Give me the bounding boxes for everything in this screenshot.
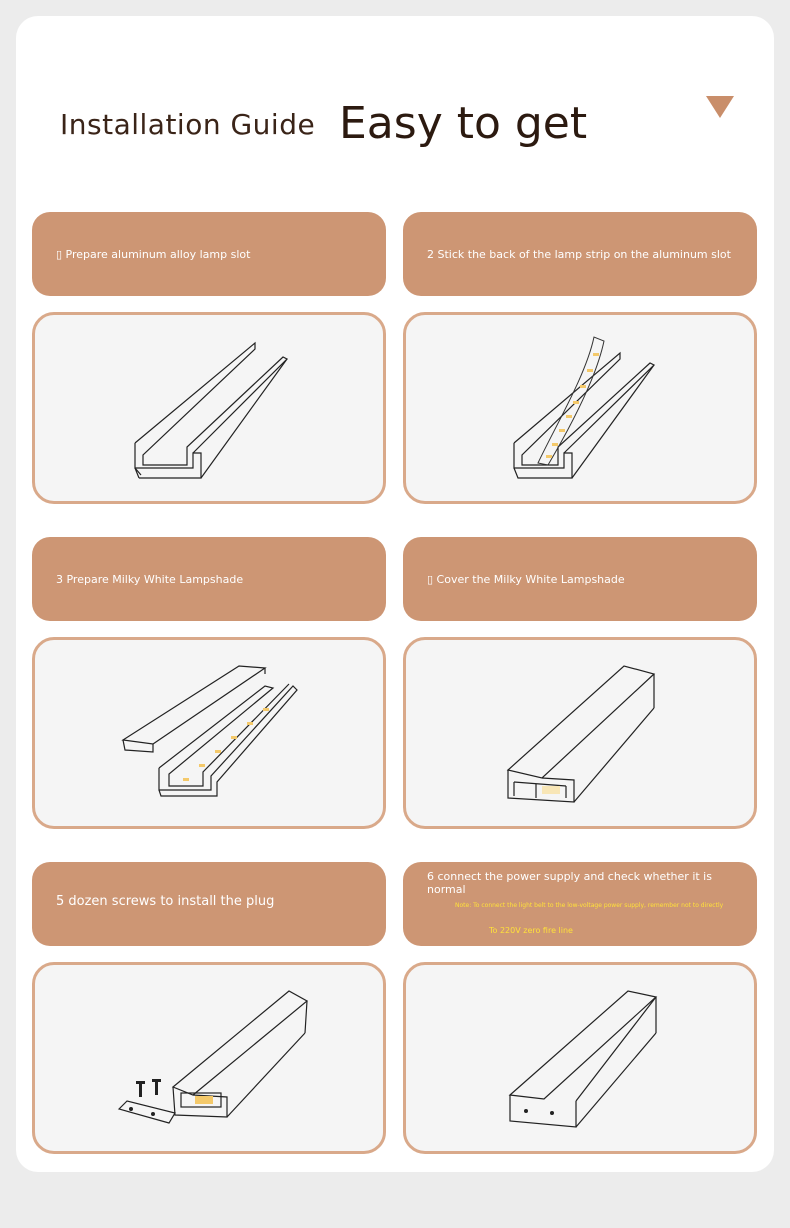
step-2-label: 2 Stick the back of the lamp strip on the aluminum slot xyxy=(427,248,731,261)
step-5-banner xyxy=(32,862,386,946)
covered-slot-icon xyxy=(406,640,754,826)
step-6-banner xyxy=(403,862,757,946)
headline: Easy to get xyxy=(339,98,588,149)
step-2-banner xyxy=(403,212,757,296)
screws-plug-icon xyxy=(35,965,383,1151)
triangle-down-icon xyxy=(706,96,734,118)
step-3-illustration xyxy=(32,637,386,829)
step-6-note: Note: To connect the light belt to the low-voltage power supply, remember not to directly xyxy=(455,902,724,909)
step-5-label: 5 dozen screws to install the plug xyxy=(56,894,275,909)
step-3-banner xyxy=(32,537,386,621)
aluminum-slot-icon xyxy=(35,315,383,501)
step-2-illustration xyxy=(403,312,757,504)
step-4-illustration xyxy=(403,637,757,829)
finished-slot-icon xyxy=(406,965,754,1151)
page-title: Installation Guide xyxy=(60,108,316,141)
step-5-illustration xyxy=(32,962,386,1154)
step-6-label: 6 connect the power supply and check whether it is normal xyxy=(427,870,712,896)
lamp-strip-icon xyxy=(406,315,754,501)
step-1-banner xyxy=(32,212,386,296)
step-6-illustration xyxy=(403,962,757,1154)
step-1-label: ▯ Prepare aluminum alloy lamp slot xyxy=(56,248,251,261)
step-3-label: 3 Prepare Milky White Lampshade xyxy=(56,573,244,586)
step-6-note-2: To 220V zero fire line xyxy=(489,926,573,935)
step-4-banner xyxy=(403,537,757,621)
step-4-label: ▯ Cover the Milky White Lampshade xyxy=(427,573,625,586)
lampshade-icon xyxy=(35,640,383,826)
step-1-illustration xyxy=(32,312,386,504)
